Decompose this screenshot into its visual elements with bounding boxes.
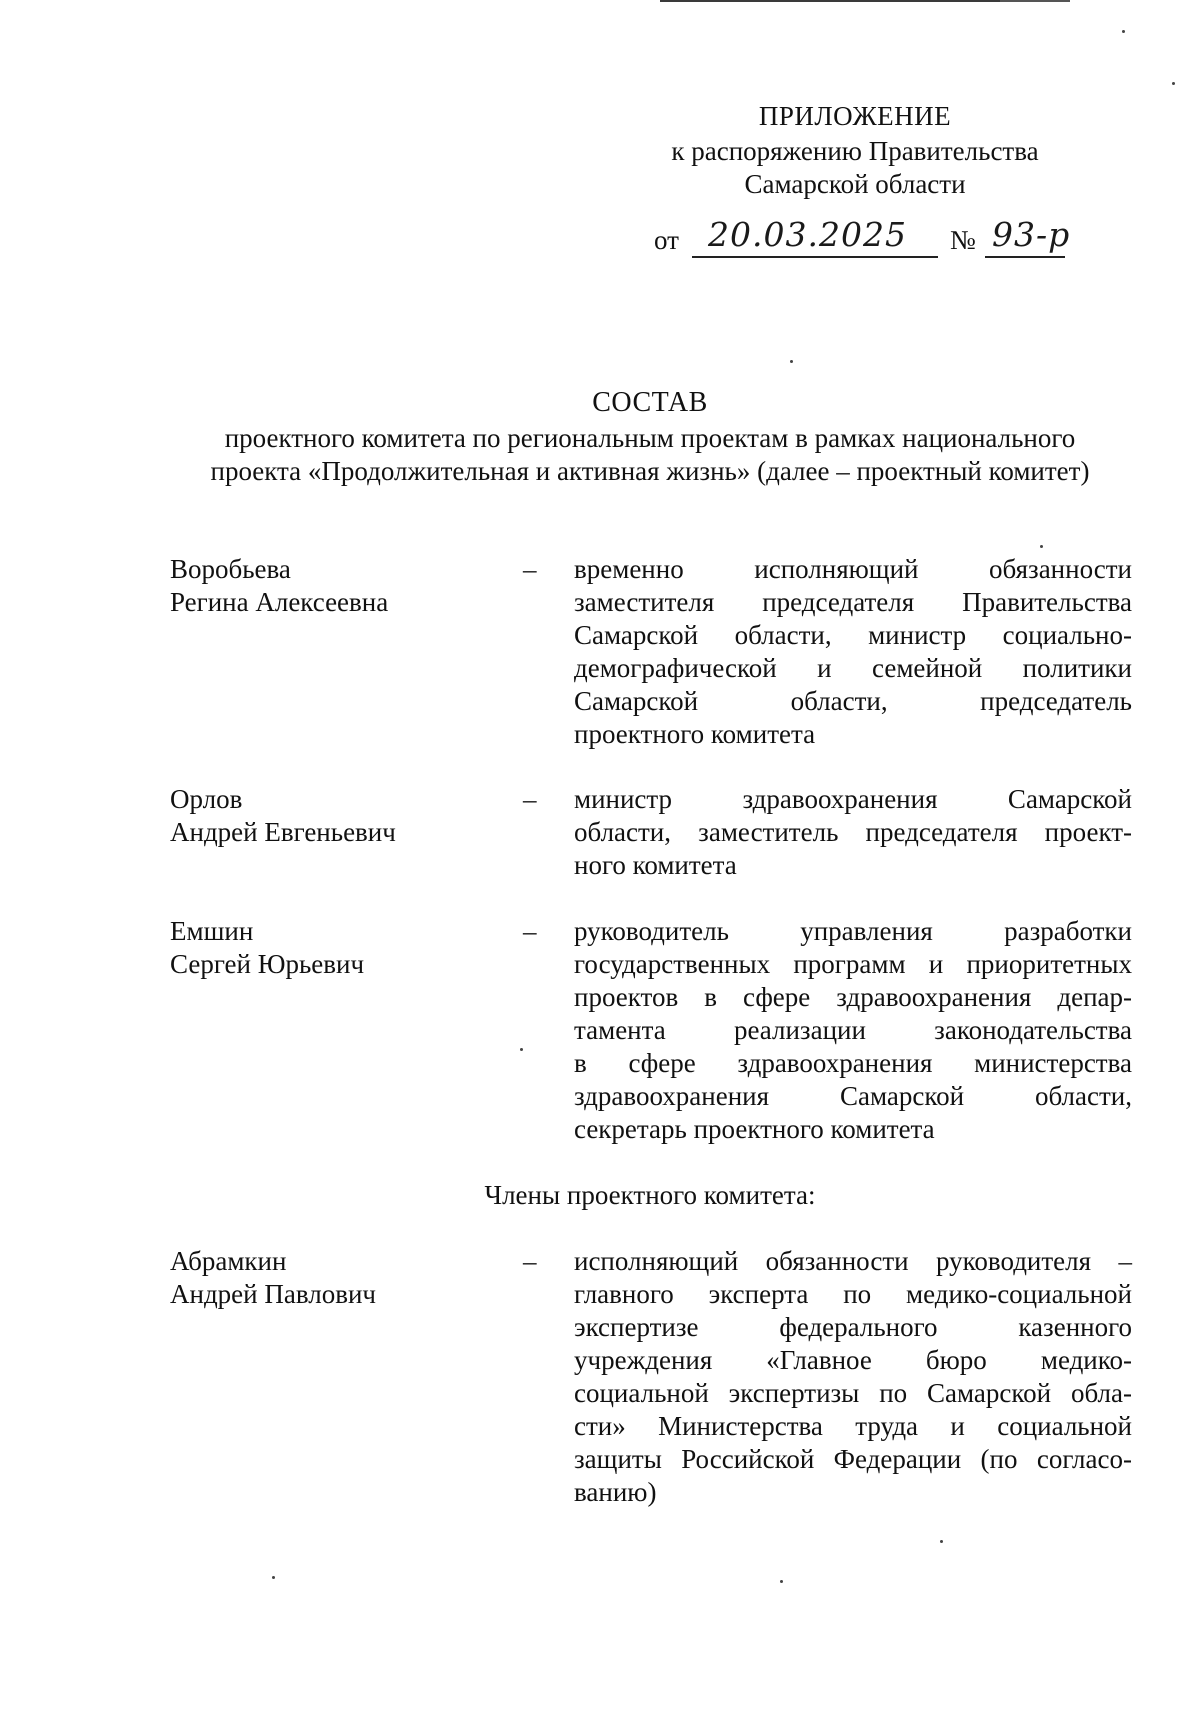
role-line: секретарь проектного комитета	[574, 1114, 935, 1144]
scan-speck	[1122, 30, 1125, 33]
scan-edge-line	[660, 0, 1010, 2]
member-name	[170, 553, 388, 619]
subtitle-line: проектного комитета по региональным проектам в рамках национального	[224, 423, 1076, 453]
member-role	[574, 783, 1132, 882]
scan-edge-line	[1000, 0, 1070, 2]
role-line: министр здравоохранения Самарской	[574, 784, 1132, 814]
role-line: области, заместитель председателя проект-	[574, 817, 1132, 847]
dash-separator: –	[523, 554, 537, 584]
role-line: Самарской области, министр социально-	[574, 620, 1132, 650]
role-line: в сфере здравоохранения министерства	[574, 1048, 1132, 1078]
members-heading-block	[470, 1180, 830, 1214]
appendix-reference: к распоряжению Правительства	[671, 136, 1039, 166]
dash-separator: –	[523, 916, 537, 946]
member-role	[574, 915, 1132, 1146]
member-given-names: Андрей Евгеньевич	[170, 817, 396, 847]
role-line: демографической и семейной политики	[574, 653, 1132, 683]
scan-speck	[272, 1576, 275, 1579]
member-given-names: Сергей Юрьевич	[170, 949, 365, 979]
handwritten-number: 93-р	[992, 215, 1071, 254]
role-line: социальной экспертизы по Самарской обла-	[574, 1378, 1132, 1408]
role-line: заместителя председателя Правительства	[574, 587, 1132, 617]
role-line: временно исполняющий обязанности	[574, 554, 1132, 584]
role-line: защиты Российской Федерации (по согласо-	[574, 1444, 1132, 1474]
date-number-row	[650, 215, 1080, 263]
member-name	[170, 783, 396, 849]
dash-separator: –	[523, 784, 537, 814]
role-line: ного комитета	[574, 850, 737, 880]
date-label: от	[654, 225, 679, 255]
role-line: проектов в сфере здравоохранения депар-	[574, 982, 1132, 1012]
role-line: исполняющий обязанности руководителя –	[574, 1246, 1132, 1276]
scan-speck	[1172, 82, 1175, 85]
member-surname: Емшин	[170, 916, 254, 946]
role-line: ванию)	[574, 1477, 657, 1507]
role-line: здравоохранения Самарской области,	[574, 1081, 1132, 1111]
title-block	[550, 387, 750, 421]
scan-speck	[790, 360, 793, 363]
member-given-names: Андрей Павлович	[170, 1279, 376, 1309]
scan-speck	[1040, 545, 1043, 548]
document-title: СОСТАВ	[592, 387, 708, 418]
role-line: руководитель управления разработки	[574, 916, 1132, 946]
role-line: учреждения «Главное бюро медико-	[574, 1345, 1132, 1375]
member-name	[170, 1245, 376, 1311]
subtitle-line: проекта «Продолжительная и активная жизнь» (далее – проектный комитет)	[210, 456, 1090, 486]
handwritten-date: 20.03.2025	[708, 215, 907, 254]
members-heading: Члены проектного комитета:	[484, 1180, 816, 1210]
date-underline	[692, 256, 938, 258]
appendix-title: ПРИЛОЖЕНИЕ	[758, 101, 952, 131]
member-surname: Абрамкин	[170, 1246, 287, 1276]
member-given-names: Регина Алексеевна	[170, 587, 389, 617]
scan-speck	[940, 1540, 943, 1543]
appendix-region: Самарской области	[744, 169, 966, 199]
member-surname: Воробьева	[170, 554, 291, 584]
role-line: Самарской области, председатель	[574, 686, 1132, 716]
number-label: №	[950, 225, 976, 255]
role-line: тамента реализации законодательства	[574, 1015, 1132, 1045]
dash-separator: –	[523, 1246, 537, 1276]
number-underline	[985, 256, 1065, 258]
member-role	[574, 1245, 1132, 1509]
member-role	[574, 553, 1132, 751]
role-line: государственных программ и приоритетных	[574, 949, 1132, 979]
role-line: экспертизе федерального казенного	[574, 1312, 1132, 1342]
role-line: сти» Министерства труда и социальной	[574, 1411, 1132, 1441]
role-line: главного эксперта по медико-социальной	[574, 1279, 1132, 1309]
scan-speck	[780, 1580, 783, 1583]
member-surname: Орлов	[170, 784, 243, 814]
member-name	[170, 915, 364, 981]
scan-speck	[520, 1048, 523, 1051]
role-line: проектного комитета	[574, 719, 816, 749]
